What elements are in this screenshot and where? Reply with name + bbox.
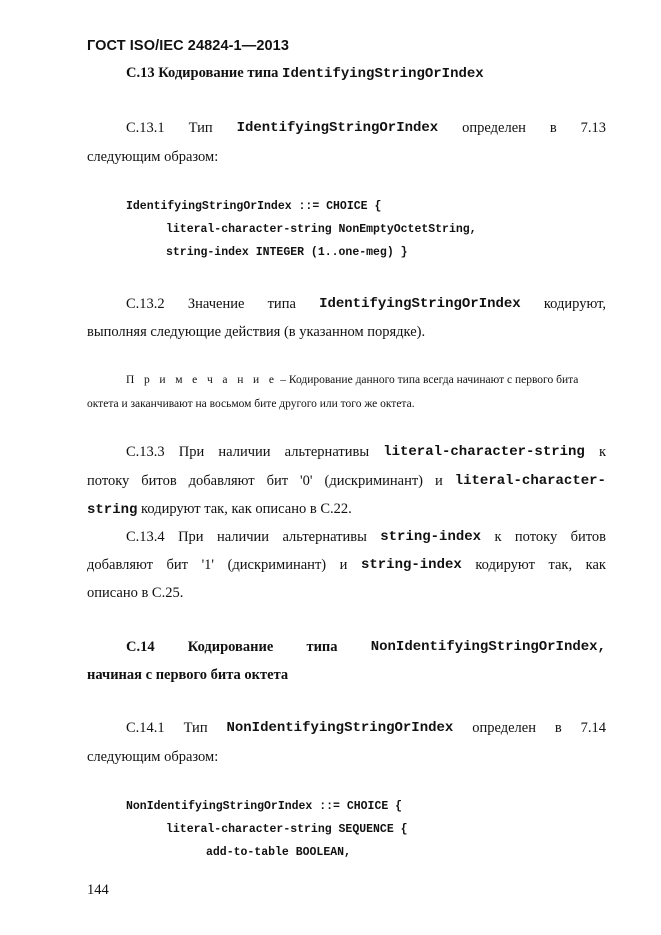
type-identifier: IdentifyingStringOrIndex [319,296,521,312]
word: так, [548,557,573,573]
word: и [339,557,348,573]
type-identifier: IdentifyingStringOrIndex [236,120,439,136]
word: наличии [218,444,271,460]
note-text: – Кодирование данного типа всегда начинают с первого бита [277,374,579,386]
word: и [434,473,443,489]
section-c13-heading-type: IdentifyingStringOrIndex [282,66,484,82]
para-c13-1-line2: следующим образом: [87,149,219,165]
word: добавляют [188,473,255,489]
word: кодируют, [543,296,606,312]
word: в [554,720,562,736]
word: (дискриминант) [324,473,424,489]
para-c13-3-line3 [87,500,352,519]
word: определен [472,720,536,736]
para-c13-4-line2 [87,556,606,574]
code-line: literal-character-string NonEmptyOctetString, [166,223,477,236]
word: типа [306,639,338,655]
para-c14-1-line1 [126,719,606,737]
para-c13-4-line1 [126,528,606,546]
para-c13-1-line1 [126,119,606,137]
para-c14-1-line2: следующим образом: [87,749,219,765]
text: кодируют так, как описано в С.22. [137,501,352,517]
word: битов [570,529,606,545]
word: добавляют [87,557,153,573]
code-line: string-index INTEGER (1..one-meg) } [166,246,408,259]
page-number: 144 [87,882,109,898]
word: При [178,444,205,460]
type-identifier: NonIdentifyingStringOrIndex [226,720,454,736]
word: потоку [514,529,558,545]
word: в [549,120,557,136]
para-c13-1-number: С.13.1 [126,120,165,136]
code-identifier: literal-character-string [383,444,585,460]
word: (дискриминант) [227,557,327,573]
word: Тип [183,720,208,736]
note-line2: октета и заканчивают на восьмом бите другого или того же октета. [87,398,415,410]
word: потоку [87,473,130,489]
code-line: NonIdentifyingStringOrIndex ::= CHOICE { [126,800,403,813]
word: Тип [188,120,213,136]
word: 7.13 [580,120,606,136]
word: кодируют [475,557,535,573]
para-c13-2-number: С.13.2 [126,296,165,312]
word: определен [462,120,526,136]
word: альтернативы [282,529,367,545]
word: наличии [216,529,270,545]
word: к [494,529,502,545]
word: 7.14 [580,720,606,736]
para-c13-2-line2: выполняя следующие действия (в указанном порядке). [87,324,426,340]
code-line: IdentifyingStringOrIndex ::= CHOICE { [126,200,382,213]
word: бит [166,557,189,573]
section-c13-heading [126,64,484,83]
note-label: П р и м е ч а н и е [126,374,278,386]
word: бит [266,473,289,489]
word: Значение [187,296,245,312]
code-identifier: string-index [380,529,482,545]
para-c13-3-number: С.13.3 [126,444,165,460]
code-identifier: literal-character- [454,473,606,489]
word: битов [141,473,177,489]
para-c13-3-line1 [126,443,606,461]
code-line: literal-character-string SEQUENCE { [166,823,408,836]
word: альтернативы [284,444,370,460]
code-identifier: string [87,502,138,518]
word: Кодирование [187,639,274,655]
document-header: ГОСТ ISO/IEC 24824-1—2013 [87,38,289,54]
word: типа [267,296,296,312]
section-c14-heading-line1 [126,638,606,656]
code-line: add-to-table BOOLEAN, [206,846,351,859]
section-c14-number: С.14 [126,639,155,655]
section-c14-heading-type: NonIdentifyingStringOrIndex, [370,639,606,655]
para-c13-3-line2 [87,472,606,490]
para-c13-4-number: С.13.4 [126,529,165,545]
code-identifier: string-index [360,557,462,573]
para-c13-4-line3: описано в С.25. [87,585,184,601]
para-c13-2-line1 [126,295,606,313]
section-c14-heading-line2: начиная с первого бита октета [87,667,289,683]
word: При [178,529,204,545]
para-c14-1-number: С.14.1 [126,720,165,736]
word: как [585,557,606,573]
word: к [598,444,606,460]
note-line1 [126,373,578,387]
word: '0' [300,473,313,489]
word: '1' [201,557,215,573]
section-c13-heading-text: С.13 Кодирование типа [126,65,283,81]
